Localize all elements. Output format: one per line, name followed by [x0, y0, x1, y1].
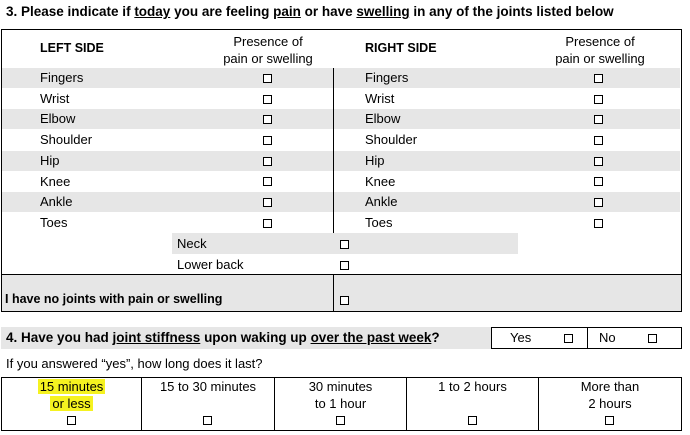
no-checkbox[interactable]: [648, 334, 657, 343]
right-joint-label: Knee: [365, 174, 396, 189]
duration-checkbox[interactable]: [336, 416, 345, 425]
left-presence-line1: Presence of: [233, 34, 303, 49]
row-shade: [2, 151, 680, 171]
left-joint-label: Elbow: [40, 111, 76, 126]
left-joint-checkbox[interactable]: [263, 115, 272, 124]
center-joint-checkbox[interactable]: [340, 240, 349, 249]
left-joint-checkbox[interactable]: [263, 74, 272, 83]
left-joint-checkbox[interactable]: [263, 157, 272, 166]
q3-text-swelling: swelling: [356, 4, 410, 19]
q3-text-suffix: in any of the joints listed below: [409, 4, 614, 19]
left-joint-checkbox[interactable]: [263, 198, 272, 207]
right-joint-checkbox[interactable]: [594, 95, 603, 104]
q3-text-today: today: [134, 4, 171, 19]
duration-option[interactable]: [2, 378, 142, 430]
no-label: No: [599, 330, 616, 345]
right-joint-checkbox[interactable]: [594, 219, 603, 228]
right-joint-checkbox[interactable]: [594, 198, 603, 207]
right-presence-line2: pain or swelling: [555, 51, 645, 66]
duration-option-line1: 30 minutes: [308, 379, 373, 394]
left-presence-line2: pain or swelling: [223, 51, 313, 66]
right-presence-line1: Presence of: [565, 34, 635, 49]
right-joint-label: Hip: [365, 153, 385, 168]
column-divider: [333, 68, 334, 233]
right-joint-checkbox[interactable]: [594, 115, 603, 124]
left-joint-checkbox[interactable]: [263, 95, 272, 104]
right-joint-label: Fingers: [365, 70, 409, 85]
right-side-header: RIGHT SIDE: [365, 41, 437, 55]
left-joint-label: Shoulder: [40, 132, 93, 147]
duration-checkbox[interactable]: [67, 416, 76, 425]
right-joint-checkbox[interactable]: [594, 136, 603, 145]
row-shade: [2, 192, 680, 212]
q4-text-mid: upon waking up: [200, 330, 311, 345]
q3-text-pain: pain: [273, 4, 301, 19]
right-joint-checkbox[interactable]: [594, 157, 603, 166]
right-joint-label: Shoulder: [365, 132, 418, 147]
duration-option-line1: 1 to 2 hours: [438, 379, 507, 394]
duration-option-line1: 15 to 30 minutes: [159, 379, 257, 394]
left-joint-label: Toes: [40, 215, 68, 230]
duration-option-line2: to 1 hour: [314, 396, 367, 411]
right-joint-checkbox[interactable]: [594, 177, 603, 186]
no-joints-column-divider: [333, 275, 334, 311]
question-4-title: [6, 330, 440, 345]
duration-option-line1: More than: [580, 379, 640, 394]
question-3-title: [6, 4, 614, 19]
left-presence-header: [200, 33, 336, 67]
duration-option[interactable]: [275, 378, 407, 430]
q4-text-prefix: 4. Have you had: [6, 330, 113, 345]
right-joint-label: Elbow: [365, 111, 401, 126]
left-joint-label: Hip: [40, 153, 60, 168]
q4-text-week: over the past week: [310, 330, 432, 345]
yes-checkbox[interactable]: [564, 334, 573, 343]
row-shade: [2, 109, 680, 129]
right-joint-label: Toes: [365, 215, 393, 230]
q4-text-suffix: ?: [431, 330, 440, 345]
left-joint-label: Wrist: [40, 91, 70, 106]
center-joint-label: Neck: [177, 236, 207, 251]
yes-no-divider: [587, 327, 588, 349]
center-joint-checkbox[interactable]: [340, 261, 349, 270]
q4-text-stiffness: joint stiffness: [112, 330, 201, 345]
duration-option[interactable]: [142, 378, 275, 430]
no-joints-checkbox[interactable]: [340, 296, 349, 305]
no-joints-label: I have no joints with pain or swelling: [5, 292, 223, 306]
right-joint-label: Wrist: [365, 91, 395, 106]
followup-question: If you answered “yes”, how long does it last?: [6, 356, 263, 371]
duration-option-line2: 2 hours: [588, 396, 632, 411]
right-presence-header: [532, 33, 668, 67]
duration-option[interactable]: [539, 378, 681, 430]
left-side-header: LEFT SIDE: [40, 41, 104, 55]
q3-text-prefix: 3. Please indicate if: [6, 4, 135, 19]
left-joint-checkbox[interactable]: [263, 136, 272, 145]
q3-text-mid1: you are feeling: [170, 4, 274, 19]
right-joint-label: Ankle: [365, 194, 398, 209]
left-joint-label: Knee: [40, 174, 71, 189]
yes-label: Yes: [510, 330, 532, 345]
center-joint-label: Lower back: [177, 257, 244, 272]
left-joint-label: Fingers: [40, 70, 84, 85]
duration-option-line2: or less: [52, 396, 91, 411]
q3-text-mid2: or have: [300, 4, 357, 19]
right-joint-checkbox[interactable]: [594, 74, 603, 83]
left-joint-checkbox[interactable]: [263, 219, 272, 228]
duration-checkbox[interactable]: [605, 416, 614, 425]
row-shade: [2, 68, 680, 88]
left-joint-label: Ankle: [40, 194, 73, 209]
duration-option-line1: 15 minutes: [39, 379, 104, 394]
duration-option[interactable]: [407, 378, 539, 430]
left-joint-checkbox[interactable]: [263, 177, 272, 186]
duration-checkbox[interactable]: [468, 416, 477, 425]
duration-checkbox[interactable]: [203, 416, 212, 425]
